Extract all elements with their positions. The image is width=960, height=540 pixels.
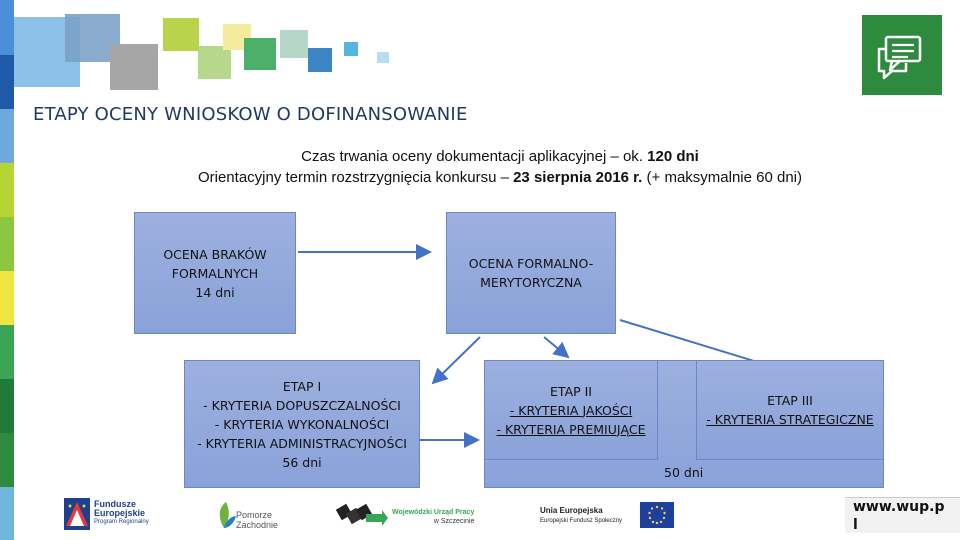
subtitle-line-2-bold: 23 sierpnia 2016 r.: [513, 169, 643, 186]
box-etap-2-title: ETAP II: [550, 383, 592, 399]
box-etap-1-line-1: - KRYTERIA DOPUSZCZALNOŚCI: [203, 397, 401, 413]
logo-unia-europejska: [540, 502, 680, 534]
logo3-line-2: w Szczecinie: [433, 518, 475, 525]
box-etap-3: [696, 360, 884, 460]
box-etap-2: [484, 360, 658, 460]
subtitle-line-1-text: Czas trwania oceny dokumentacji aplikacyjnej – ok.: [301, 148, 648, 165]
logo3-line-1: Wojewódzki Urząd Pracy: [392, 509, 475, 516]
wup-logo-icon: [336, 500, 388, 530]
logo1-line-3: Program Regionalny: [94, 519, 149, 525]
logo-pomorze-zachodnie: [214, 500, 284, 532]
page-title: ETAPY OCENY WNIOSKOW O DOFINANSOWANIE: [33, 104, 468, 125]
box-merit-title: OCENA FORMALNO- MERYTORYCZNA: [468, 256, 594, 290]
subtitle-line-2-text: Orientacyjny termin rozstrzygnięcia konkursu –: [197, 169, 514, 186]
subtitle-line-1-bold: 120 dni: [647, 148, 699, 165]
box-etap-1-title: ETAP I: [282, 378, 322, 394]
logo4-line-1: Unia Europejska: [540, 506, 603, 515]
box-etap-1-line-3: - KRYTERIA ADMINISTRACYJNOŚCI: [197, 435, 407, 451]
etap-2-3-duration: 50 dni: [664, 465, 704, 480]
box-etap-1-line-2: - KRYTERIA WYKONALNOŚCI: [214, 416, 390, 432]
logo4-line-2: Europejski Fundusz Społeczny: [540, 518, 623, 524]
logo-wup-szczecin: [336, 500, 486, 534]
logo1-line-2: Europejskie: [94, 508, 146, 518]
box-etap-3-title: ETAP III: [767, 393, 813, 408]
box-formal-title: OCENA BRAKÓW FORMALNYCH: [163, 246, 267, 281]
eu-flag-icon: [640, 502, 674, 528]
pomorze-leaf-icon: [214, 500, 236, 530]
fe-logo-icon: [64, 498, 90, 530]
box-etap-1-duration: 56 dni: [282, 454, 322, 470]
website-url[interactable]: www.wup.p l: [845, 497, 960, 533]
box-etap-2-line-1: - KRYTERIA JAKOŚCI: [509, 402, 633, 418]
logo1-line-1: Fundusze: [94, 499, 136, 509]
arrow-merit-to-etap2: [544, 337, 568, 357]
box-etap-2-line-2: - KRYTERIA PREMIUJĄCE: [496, 421, 646, 437]
box-formal-duration: 14 dni: [195, 284, 235, 300]
subtitle-line-2-suffix: (+ maksymalnie 60 dni): [642, 169, 803, 186]
logo2-line-1: Pomorze: [236, 510, 273, 520]
box-formal-deficiencies: [134, 212, 296, 334]
box-formal-merit: [446, 212, 616, 334]
arrow-merit-to-etap1: [433, 337, 480, 383]
box-etap-3-line-1: - KRYTERIA STRATEGICZNE: [706, 412, 874, 427]
logo-fundusze-europejskie: [64, 498, 174, 532]
logo2-line-2: Zachodnie: [236, 520, 279, 530]
box-etap-1: [184, 360, 420, 488]
